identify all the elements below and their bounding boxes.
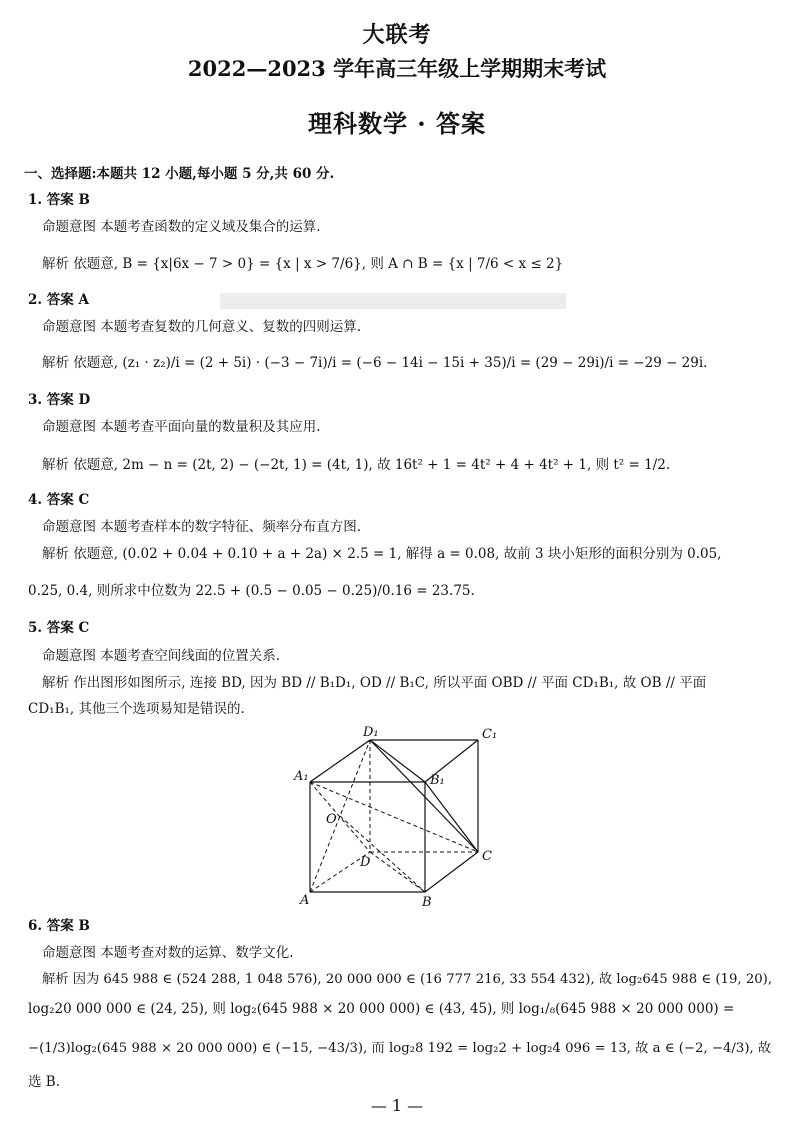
q6-analysis-line1: 解析 因为 645 988 ∈ (524 288, 1 048 576), 20 000 000 ∈ (16 777 216, 33 554 432), 故 log₂645 988 ∈ (19, 20), [42,972,773,987]
hidden-line-DB [370,852,425,892]
line-D1B1 [370,740,425,782]
q5-intent: 命题意图 本题考查空间线面的位置关系. [42,648,281,664]
edge-A1D1 [310,740,370,782]
label-D: D [360,855,371,870]
label-C: C [482,849,492,864]
cube-figure [290,722,520,912]
q4-intent: 命题意图 本题考查样本的数字特征、频率分布直方图. [42,519,362,535]
q5-analysis-line2: CD₁B₁, 其他三个选项易知是错误的. [28,701,245,717]
subject-title: 理科数学 · 答案 [307,109,487,138]
line-D1C [370,740,478,852]
q3-analysis: 解析 依题意, 2m − n = (2t, 2) − (−2t, 1) = (4t, 1), 故 16t² + 1 = 4t² + 4 + 4t² + 1, 则 t² = 1/2. [42,457,671,473]
label-D1: D₁ [363,725,379,740]
q5-analysis-line1: 解析 作出图形如图所示, 连接 BD, 因为 BD // B₁D₁, OD // B₁C, 所以平面 OBD // 平面 CD₁B₁, 故 OB // 平面 [42,675,707,691]
q1-analysis: 解析 依题意, B = {x|6x − 7 > 0} = {x | x > 7/6}, 则 A ∩ B = {x | 7/6 < x ≤ 2} [42,256,564,272]
q2-answer: 2. 答案 A [28,292,89,308]
hidden-line-OB [340,816,425,892]
q1-answer: 1. 答案 B [28,192,90,208]
label-B: B [422,895,432,910]
page-number: — 1 — [370,1096,424,1115]
q6-analysis-line2: log₂20 000 000 ∈ (24, 25), 则 log₂(645 988 × 20 000 000) ∈ (43, 45), 则 log₁/₈(645 988 × 20 000 000) = [28,1001,735,1017]
label-A1: A₁ [294,769,309,784]
exam-title: 2022—2023 学年高三年级上学期期末考试 [187,56,607,81]
line-B1C [425,782,478,852]
q1-intent: 命题意图 本题考查函数的定义域及集合的运算. [42,219,321,235]
q2-intent: 命题意图 本题考查复数的几何意义、复数的四则运算. [42,319,362,335]
brand-title: 大联考 [362,22,432,48]
q4-answer: 4. 答案 C [28,492,90,508]
q3-answer: 3. 答案 D [28,392,91,408]
q6-answer: 6. 答案 B [28,918,90,934]
label-B1: B₁ [430,773,445,788]
section-heading: 一、选择题:本题共 12 小题,每小题 5 分,共 60 分. [24,166,335,182]
q6-intent: 命题意图 本题考查对数的运算、数学文化. [42,945,294,961]
label-A: A [300,893,310,908]
scan-strip [220,293,566,309]
q6-analysis-line3: −(1/3)log₂(645 988 × 20 000 000) ∈ (−15, −43/3), 而 log₂8 192 = log₂2 + log₂4 096 = 13, 故 a ∈ (−2, −4/3), 故 [28,1041,772,1056]
label-O: O [326,812,337,827]
q5-answer: 5. 答案 C [28,620,90,636]
q4-analysis-line2: 0.25, 0.4, 则所求中位数为 22.5 + (0.5 − 0.05 − 0.25)/0.16 = 23.75. [28,583,475,599]
label-C1: C₁ [482,727,498,742]
q3-intent: 命题意图 本题考查平面向量的数量积及其应用. [42,419,321,435]
q4-analysis-line1: 解析 依题意, (0.02 + 0.04 + 0.10 + a + 2a) × 2.5 = 1, 解得 a = 0.08, 故前 3 块小矩形的面积分别为 0.05, [42,546,722,562]
q2-analysis: 解析 依题意, (z₁ · z₂)/i = (2 + 5i) · (−3 − 7i)/i = (−6 − 14i − 15i + 35)/i = (29 − 29i)/i = −29 − 29i. [42,355,708,371]
edge-BC [425,852,478,892]
q6-analysis-line4: 选 B. [28,1074,61,1090]
